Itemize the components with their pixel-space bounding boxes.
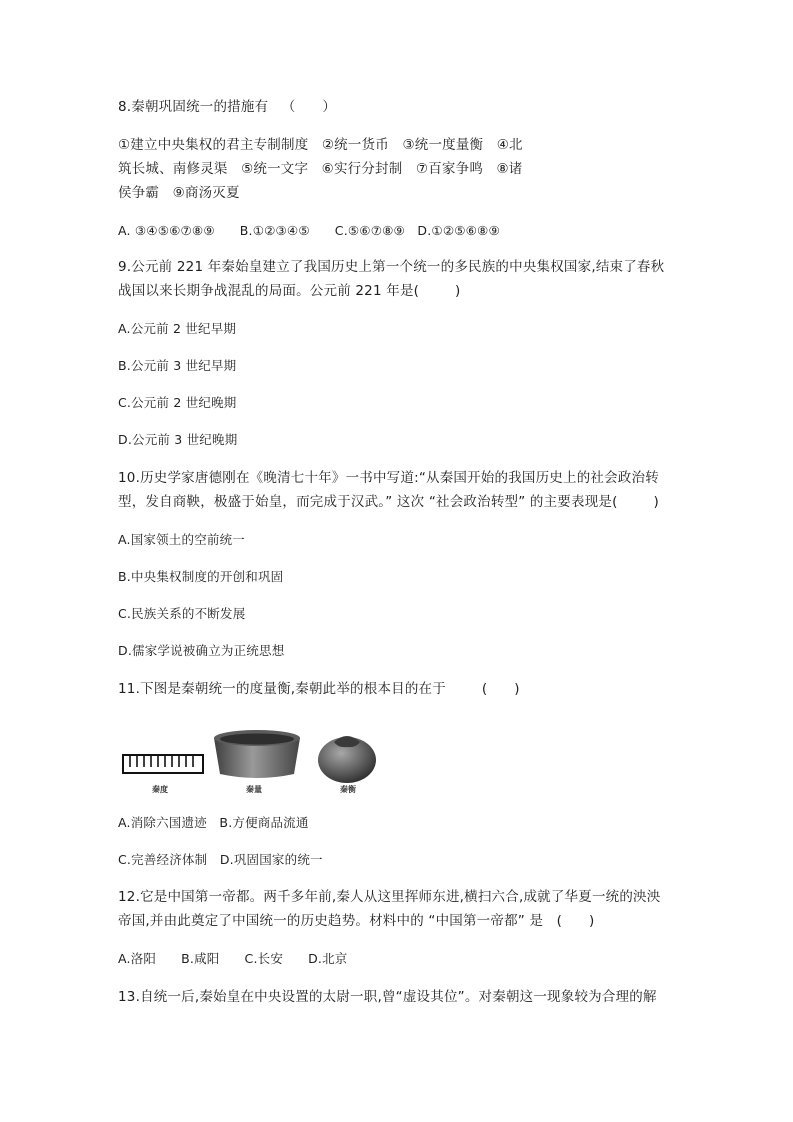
q9-option-a: A.公元前 2 世纪早期 [118,321,237,336]
q8-items-line1: ①建立中央集权的君主专制制度 ②统一货币 ③统一度量衡 ④北 [118,137,523,153]
q9-option-d: D.公元前 3 世纪晚期 [118,432,238,447]
q8-items-line2: 筑长城、南修灵渠 ⑤统一文字 ⑥实行分封制 ⑦百家争鸣 ⑧诸 [118,161,523,177]
caption-qin-liang: 秦量 [246,785,262,794]
qin-ruler-image [122,752,204,776]
q11-figure-measurement-tools [118,726,388,796]
q12-options: A.洛阳 B.咸阳 C.长安 D.北京 [118,951,348,966]
qin-measure-vessel-image [210,726,304,782]
q8-items-line3: 侯争霸 ⑨商汤灭夏 [118,185,240,201]
q8-options: A. ③④⑤⑥⑦⑧⑨ B.①②③④⑤ C.⑤⑥⑦⑧⑨ D.①②⑤⑥⑧⑨ [118,223,500,238]
q11-options-ab: A.消除六国遗迹 B.方便商品流通 [118,815,309,830]
q10-option-b: B.中央集权制度的开创和巩固 [118,569,284,584]
q10-option-c: C.民族关系的不断发展 [118,606,246,621]
qin-weight-image [316,728,378,784]
q12-stem-line1: 12.它是中国第一帝都。两千多年前,秦人从这里挥师东进,横扫六合,成就了华夏一统的泱泱 [118,889,661,905]
caption-qin-du: 秦度 [152,785,168,794]
q10-stem-line1: 10.历史学家唐德刚在《晚清七十年》一书中写道:“从秦国开始的我国历史上的社会政治转 [118,470,659,486]
q10-stem-line2: 型，发自商鞅，极盛于始皇，而完成于汉武。” 这次 “社会政治转型” 的主要表现是( ) [118,494,659,510]
caption-qin-heng: 秦衡 [340,785,356,794]
q9-option-b: B.公元前 3 世纪早期 [118,358,237,373]
q13-stem-line1: 13.自统一后,秦始皇在中央设置的太尉一职,曾“虚设其位”。对秦朝这一现象较为合理的解 [118,989,657,1005]
q12-stem-line2: 帝国,并由此奠定了中国统一的历史趋势。材料中的 “中国第一帝都” 是 ( ) [118,913,595,929]
q9-stem-line2: 战国以来长期争战混乱的局面。公元前 221 年是( ) [118,283,461,299]
q11-stem: 11.下图是秦朝统一的度量衡,秦朝此举的根本目的在于 ( ) [118,681,520,697]
q9-option-c: C.公元前 2 世纪晚期 [118,395,237,410]
q10-option-d: D.儒家学说被确立为正统思想 [118,643,285,658]
q11-options-cd: C.完善经济体制 D.巩固国家的统一 [118,852,323,867]
q10-option-a: A.国家领土的空前统一 [118,532,246,547]
q9-stem-line1: 9.公元前 221 年秦始皇建立了我国历史上第一个统一的多民族的中央集权国家,结束了春秋 [118,259,665,275]
q8-stem: 8.秦朝巩固统一的措施有 （ ） [118,99,337,115]
